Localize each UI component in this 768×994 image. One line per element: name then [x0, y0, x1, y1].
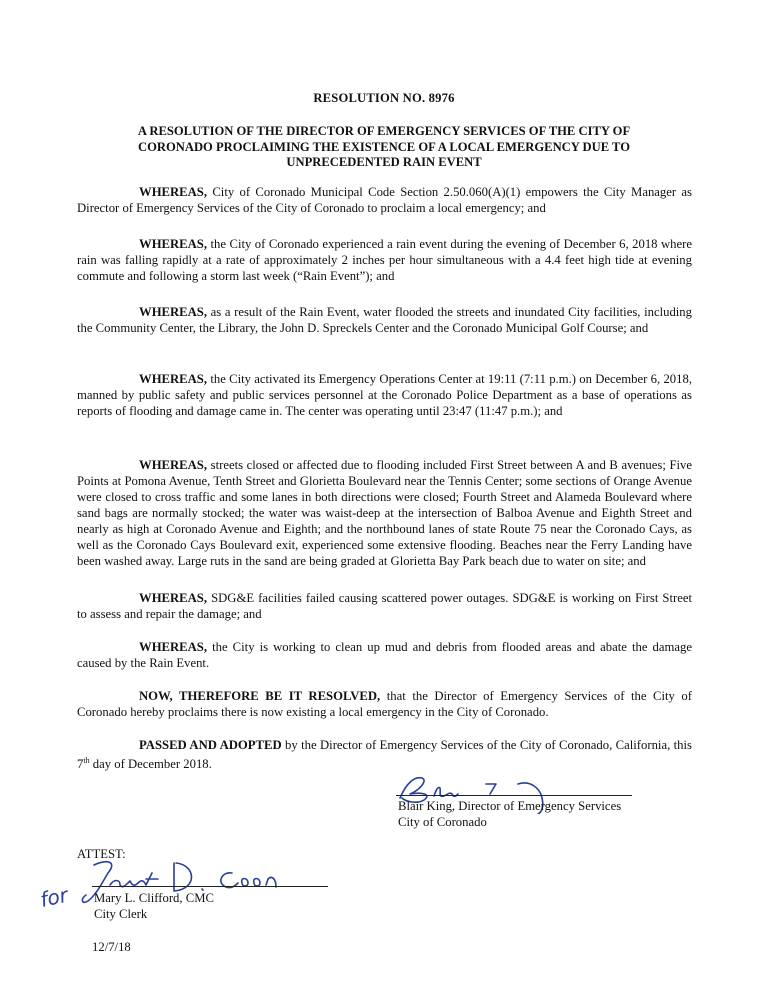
paragraph-lead: WHEREAS,	[139, 372, 208, 386]
paragraph-1	[77, 184, 692, 216]
resolution-subtitle: A RESOLUTION OF THE DIRECTOR OF EMERGENCY SERVICES OF THE CITY OF CORONADO PROCLAIMING THE EXISTENCE OF A LOCAL EMERGENCY DUE TO UNPRECEDENTED RAIN EVENT	[137, 124, 631, 170]
paragraph-text: streets closed or affected due to flooding included First Street between A and B avenues; Five Points at Pomona Avenue, Tenth Street and Glorietta Boulevard near the Tennis Center; some sections of Orange Avenue were closed to cross traffic and some lanes in both directions were closed; Fourth Street and Alameda Boulevard where sand bags are normally stocked; the water was waist-deep at the intersection of Balboa Avenue and Eighth Street and nearly as high at Coronado Avenue and Eighth; and the northbound lanes of state Route 75 near the Coronado Cays, as well as the Coronado Cays Boulevard exit, experienced some extensive flooding. Beaches near the Ferry Landing have been washed away. Large ruts in the sand are being graded at Glorietta Bay Park beach due to water on site; and	[77, 458, 692, 568]
paragraph-text: the City activated its Emergency Operations Center at 19:11 (7:11 p.m.) on December 6, 2018, manned by public safety and public services personnel at the Coronado Police Department as a base of operations as reports of flooding and damage came in. The center was operating until 23:47 (11:47 p.m.); and	[77, 372, 692, 418]
passed-text: by the Director of Emergency Services of the City of Coronado, California, this 7	[77, 738, 692, 772]
paragraph-lead: WHEREAS,	[139, 237, 208, 251]
director-org: City of Coronado	[398, 815, 487, 829]
director-signature-line	[396, 795, 632, 796]
paragraph-text: that the Director of Emergency Services of the City of Coronado hereby proclaims there is now existing a local emergency in the City of Coronado.	[77, 689, 692, 719]
paragraph-3	[77, 304, 692, 336]
paragraph-text: City of Coronado Municipal Code Section 2.50.060(A)(1) empowers the City Manager as Director of Emergency Services of the City of Coronado to proclaim a local emergency; and	[77, 185, 692, 215]
paragraph-text: SDG&E facilities failed causing scattered power outages. SDG&E is working on First Street to assess and repair the damage; and	[77, 591, 692, 621]
paragraph-4	[77, 371, 692, 419]
paragraph-7	[77, 639, 692, 671]
attest-date: 12/7/18	[92, 940, 131, 954]
paragraph-5	[77, 457, 692, 569]
paragraph-passed	[77, 737, 692, 772]
paragraph-text: as a result of the Rain Event, water flooded the streets and inundated City facilities, including the Community Center, the Library, the John D. Spreckels Center and the Coronado Municipal Golf Course; and	[77, 305, 692, 335]
passed-sup: th	[83, 756, 90, 765]
paragraph-lead: WHEREAS,	[139, 305, 208, 319]
paragraph-text: the City is working to clean up mud and debris from flooded areas and abate the damage caused by the Rain Event.	[77, 640, 692, 670]
paragraph-lead: WHEREAS,	[139, 458, 208, 472]
paragraph-lead: WHEREAS,	[139, 591, 208, 605]
passed-lead: PASSED AND ADOPTED	[139, 738, 282, 752]
paragraph-6	[77, 590, 692, 622]
clerk-name: Mary L. Clifford, CMC	[94, 891, 214, 905]
paragraph-lead: NOW, THEREFORE BE IT RESOLVED,	[139, 689, 381, 703]
paragraph-2	[77, 236, 692, 284]
paragraph-lead: WHEREAS,	[139, 640, 208, 654]
passed-text-after: day of December 2018.	[89, 757, 212, 772]
paragraph-text: the City of Coronado experienced a rain event during the evening of December 6, 2018 where rain was falling rapidly at a rate of approximately 2 inches per hour simultaneous with a 4.4 feet high tide at evening commute and following a storm last week (“Rain Event”); and	[77, 237, 692, 283]
attest-label: ATTEST:	[77, 847, 126, 861]
director-name: Blair King, Director of Emergency Services	[398, 799, 622, 813]
resolution-title: RESOLUTION NO. 8976	[313, 91, 455, 105]
clerk-signature-line	[92, 886, 328, 887]
paragraph-resolved	[77, 688, 692, 720]
paragraph-lead: WHEREAS,	[139, 185, 208, 199]
svg-text:for: for	[38, 882, 70, 912]
clerk-title: City Clerk	[94, 907, 148, 921]
